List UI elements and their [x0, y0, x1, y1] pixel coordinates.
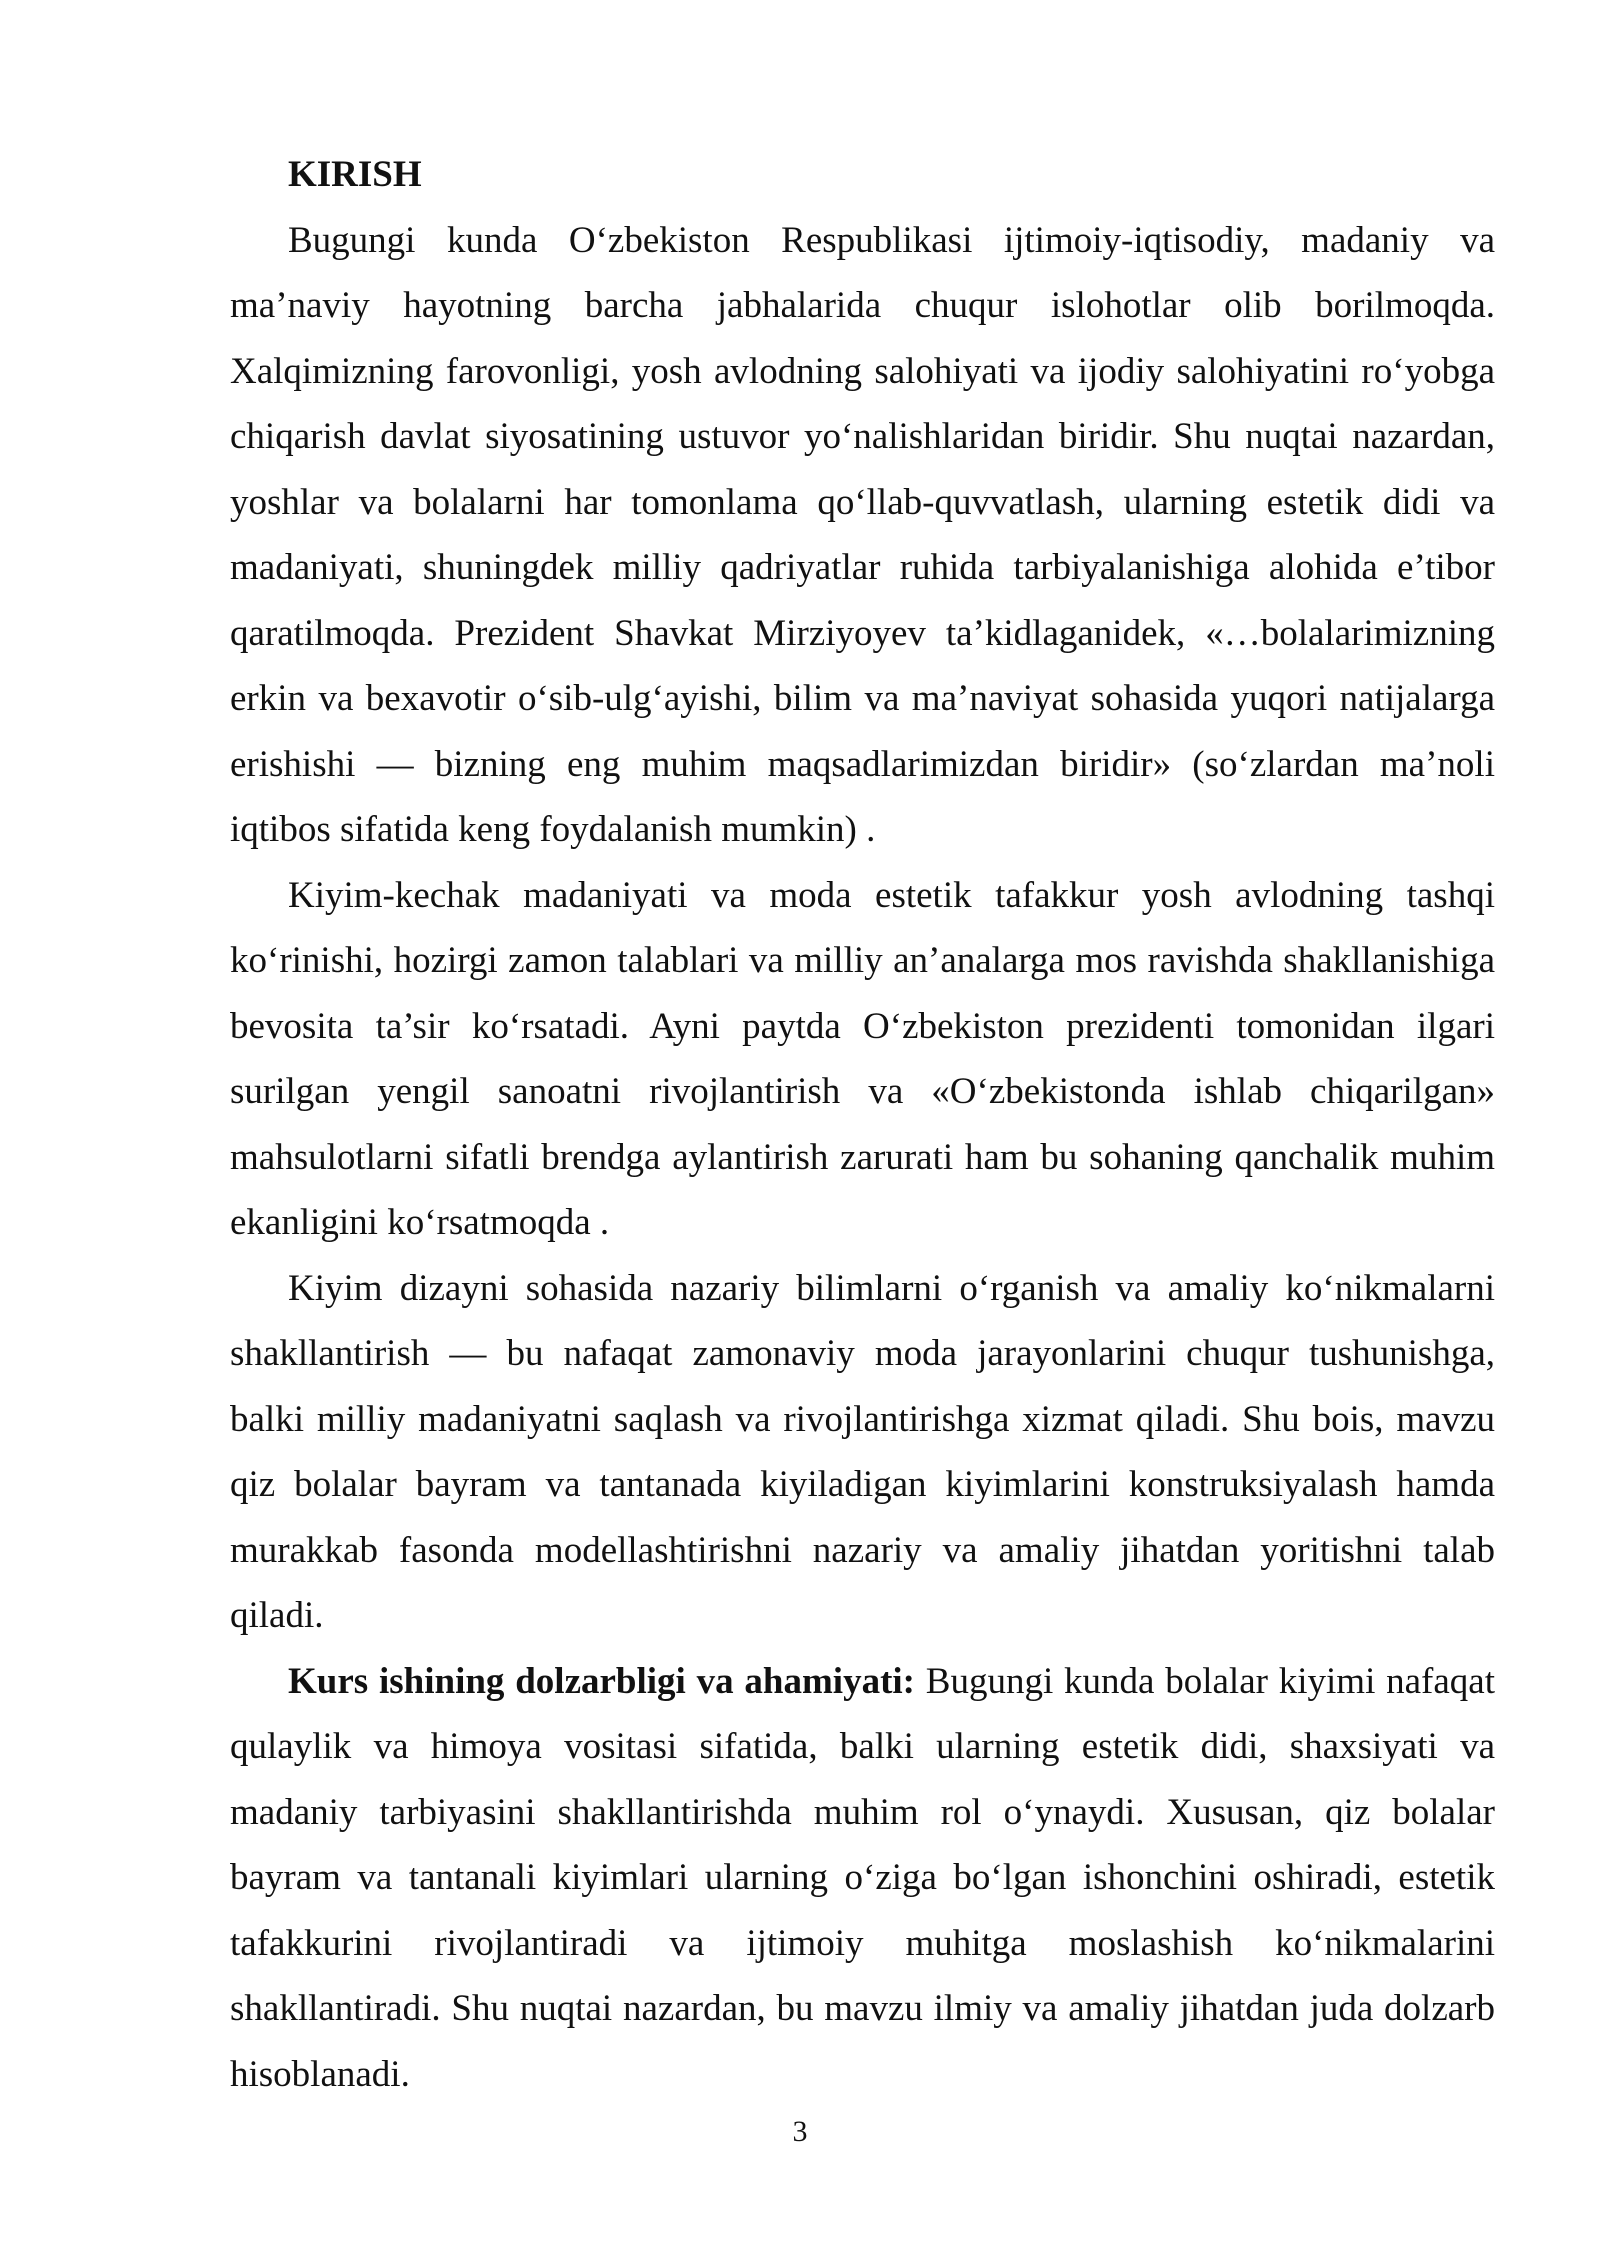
- text-line: ma’naviy hayotning barcha jabhalarida chuqur islohotlar olib borilmoqda.: [230, 285, 1495, 326]
- text-line: [230, 1649, 1495, 1715]
- text-line: bayram va tantanali kiyimlari ularning o‘ziga bo‘lgan ishonchini oshiradi, estetik: [230, 1857, 1495, 1898]
- text-line: yoshlar va bolalarni har tomonlama qo‘llab-quvvatlash, ularning estetik didi va: [230, 481, 1495, 523]
- page-body: [230, 142, 1495, 2107]
- text-line: erkin va bexavotir o‘sib-ulg‘ayishi, bilim va ma’naviyat sohasida yuqori natijalarga: [230, 678, 1495, 719]
- text-line: qaratilmoqda. Prezident Shavkat Mirziyoyev ta’kidlaganidek, «…bolalarimizning: [230, 612, 1495, 654]
- text-run: Bugungi kunda bolalar kiyimi nafaqat: [925, 1660, 1495, 1702]
- paragraph-2: [230, 863, 1495, 1256]
- text-line: shakllantirish — bu nafaqat zamonaviy moda jarayonlarini chuqur tushunishga,: [230, 1333, 1495, 1374]
- section-heading: KIRISH: [288, 154, 422, 195]
- text-line: Kiyim dizayni sohasida nazariy bilimlarni o‘rganish va amaliy ko‘nikmalarni: [288, 1267, 1495, 1309]
- text-line: ko‘rinishi, hozirgi zamon talablari va milliy an’analarga mos ravishda shakllanishiga: [230, 940, 1495, 981]
- text-line: chiqarish davlat siyosatining ustuvor yo‘nalishlaridan biridir. Shu nuqtai nazardan,: [230, 416, 1495, 457]
- paragraph-3: [230, 1256, 1495, 1649]
- text-line: murakkab fasonda modellashtirishni nazariy va amaliy jihatdan yoritishni talab: [230, 1529, 1495, 1571]
- text-line: qiladi.: [230, 1595, 324, 1636]
- text-line: tafakkurini rivojlantiradi va ijtimoiy muhitga moslashish ko‘nikmalarini: [230, 1922, 1495, 1964]
- text-line: mahsulotlarni sifatli brendga aylantirish zarurati ham bu sohaning qanchalik muhim: [230, 1136, 1495, 1178]
- text-line: qulaylik va himoya vositasi sifatida, balki ularning estetik didi, shaxsiyati va: [230, 1726, 1495, 1767]
- text-line: qiz bolalar bayram va tantanada kiyiladigan kiyimlarini konstruksiyalash hamda: [230, 1464, 1495, 1505]
- text-line: Xalqimizning farovonligi, yosh avlodning salohiyati va ijodiy salohiyatini ro‘yobga: [230, 350, 1495, 392]
- text-line: balki milliy madaniyatni saqlash va rivojlantirishga xizmat qiladi. Shu bois, mavzu: [230, 1398, 1495, 1440]
- text-line: Kiyim-kechak madaniyati va moda estetik tafakkur yosh avlodning tashqi: [288, 874, 1495, 916]
- text-line: erishishi — bizning eng muhim maqsadlarimizdan biridir» (so‘zlardan ma’noli: [230, 743, 1495, 785]
- text-line: hisoblanadi.: [230, 2053, 410, 2095]
- text-line: iqtibos sifatida keng foydalanish mumkin) .: [230, 809, 876, 850]
- page-number: 3: [792, 2115, 808, 2148]
- paragraph-4: [230, 1649, 1495, 2108]
- text-line: shakllantiradi. Shu nuqtai nazardan, bu mavzu ilmiy va amaliy jihatdan juda dolzarb: [230, 1988, 1495, 2029]
- paragraph-1: [230, 208, 1495, 863]
- text-line: ekanligini ko‘rsatmoqda .: [230, 1202, 610, 1243]
- text-line: Bugungi kunda O‘zbekiston Respublikasi ijtimoiy-iqtisodiy, madaniy va: [288, 219, 1495, 261]
- text-line: surilgan yengil sanoatni rivojlantirish va «O‘zbekistonda ishlab chiqarilgan»: [230, 1071, 1495, 1112]
- text-line: bevosita ta’sir ko‘rsatadi. Ayni paytda O‘zbekiston prezidenti tomonidan ilgari: [230, 1005, 1495, 1047]
- text-line: madaniy tarbiyasini shakllantirishda muhim rol o‘ynaydi. Xususan, qiz bolalar: [230, 1791, 1495, 1833]
- text-line: madaniyati, shuningdek milliy qadriyatlar ruhida tarbiyalanishiga alohida e’tibor: [230, 547, 1495, 588]
- paragraph-lead: Kurs ishining dolzarbligi va ahamiyati:: [288, 1660, 915, 1702]
